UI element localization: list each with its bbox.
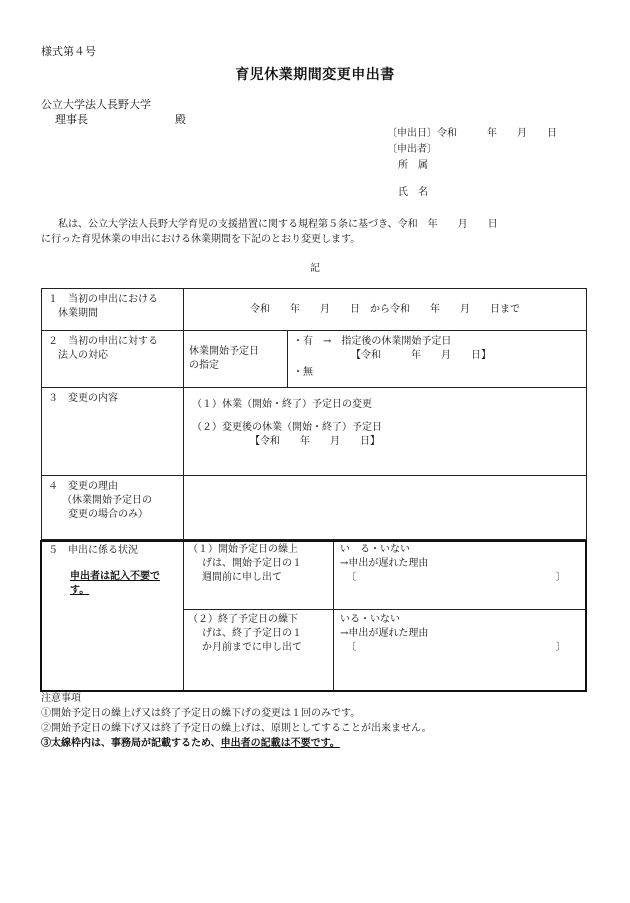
status-b-line2: げは、終了予定日の１ — [202, 628, 302, 639]
status-a-bracket-open: 〔 — [346, 572, 356, 583]
row-change-content — [42, 388, 587, 476]
status-b-reason-label: →申出が遅れた理由 — [340, 628, 429, 639]
department-label: 所 属 — [398, 160, 428, 171]
initial-period-value[interactable]: 令和 年 月 日 から令和 年 月 日まで — [250, 303, 520, 315]
note-3-part-b: 申出者の記載は不要です。 — [220, 738, 340, 749]
status-a-line3: 週間前に申し出て — [202, 572, 282, 583]
row5-label: ５ 申出に係る状況 — [48, 545, 138, 556]
ki-heading: 記 — [310, 263, 320, 274]
row4-label-line1: ４ 変更の理由 — [48, 481, 118, 492]
change-item-1[interactable]: （１）休業（開始・終了）予定日の変更 — [192, 399, 372, 410]
option-yes[interactable]: ・有 → 指定後の休業開始予定日 — [293, 336, 452, 347]
row-corporate-response — [42, 331, 587, 388]
status-b-line3: か月前までに申し出て — [202, 642, 302, 653]
note-2: ②開始予定日の繰下げ又は終了予定日の繰上げは、原則としてすることが出来ません。 — [41, 723, 432, 734]
row2-label-line2: 法人の対応 — [58, 350, 108, 361]
row4-label-line2: （休業開始予定日の — [62, 495, 152, 506]
change-reason-field[interactable] — [184, 476, 587, 540]
row4-label-line3: 変更の場合のみ） — [68, 509, 148, 520]
row-change-reason — [42, 476, 587, 540]
notes-heading: 注意事項 — [41, 693, 81, 704]
addressee-org: 公立大学法人長野大学 — [41, 98, 151, 111]
status-a-choice[interactable]: い る・いない — [340, 544, 410, 555]
note-3-part-a: ③太線枠内は、事務局が記載するため、 — [41, 738, 221, 749]
row5-note-line2: す。 — [70, 585, 90, 596]
intro-line-2: に行った育児休業の申出における休業期間を下記のとおり変更します。 — [41, 234, 361, 245]
change-item-2-date[interactable]: 【令和 年 月 日】 — [250, 436, 380, 447]
row5-note-line1: 申出者は記入不要で — [70, 571, 160, 582]
row3-label: ３ 変更の内容 — [48, 393, 118, 404]
status-a-line1: （１）開始予定日の繰上 — [188, 544, 298, 555]
row2-sub-line2: の指定 — [189, 360, 219, 371]
status-b-bracket-open: 〔 — [346, 642, 356, 653]
name-label: 氏 名 — [398, 187, 428, 198]
addressee-recipient: 理事長 — [55, 113, 88, 126]
note-1: ①開始予定日の繰上げ又は終了予定日の繰下げの変更は１回のみです。 — [41, 708, 361, 719]
row-application-status-a — [42, 540, 587, 610]
status-a-reason-label: →申出が遅れた理由 — [340, 558, 429, 569]
intro-line-1: 私は、公立大学法人長野大学育児の支援措置に関する規程第５条に基づき、令和 年 月 日 — [58, 219, 498, 230]
row1-label-line1: １ 当初の申出における — [48, 294, 158, 305]
change-item-2[interactable]: （２）変更後の休業（開始・終了）予定日 — [192, 422, 382, 433]
row1-label-line2: 休業期間 — [58, 308, 98, 319]
form-table — [41, 288, 587, 692]
row-initial-period — [42, 289, 587, 331]
page-title: 育児休業期間変更申出書 — [235, 67, 395, 83]
form-number: 様式第４号 — [41, 45, 96, 58]
option-no[interactable]: ・無 — [293, 367, 313, 378]
addressee-honorific: 殿 — [175, 113, 186, 126]
option-yes-date[interactable]: 【令和 年 月 日】 — [351, 350, 491, 361]
status-b-line1: （２）終了予定日の繰下 — [188, 614, 298, 625]
status-a-line2: げは、開始予定日の１ — [202, 558, 302, 569]
row2-label-line1: ２ 当初の申出に対する — [48, 336, 158, 347]
applicant-label: 〔申出者〕 — [387, 144, 437, 155]
row2-sub-line1: 休業開始予定日 — [189, 346, 259, 357]
application-date-label: 〔申出日〕令和 年 月 日 — [387, 128, 557, 139]
note-3 — [41, 737, 340, 751]
status-a-bracket-close: 〕 — [556, 572, 567, 583]
status-b-choice[interactable]: いる・いない — [340, 614, 400, 625]
status-b-bracket-close: 〕 — [556, 642, 567, 653]
